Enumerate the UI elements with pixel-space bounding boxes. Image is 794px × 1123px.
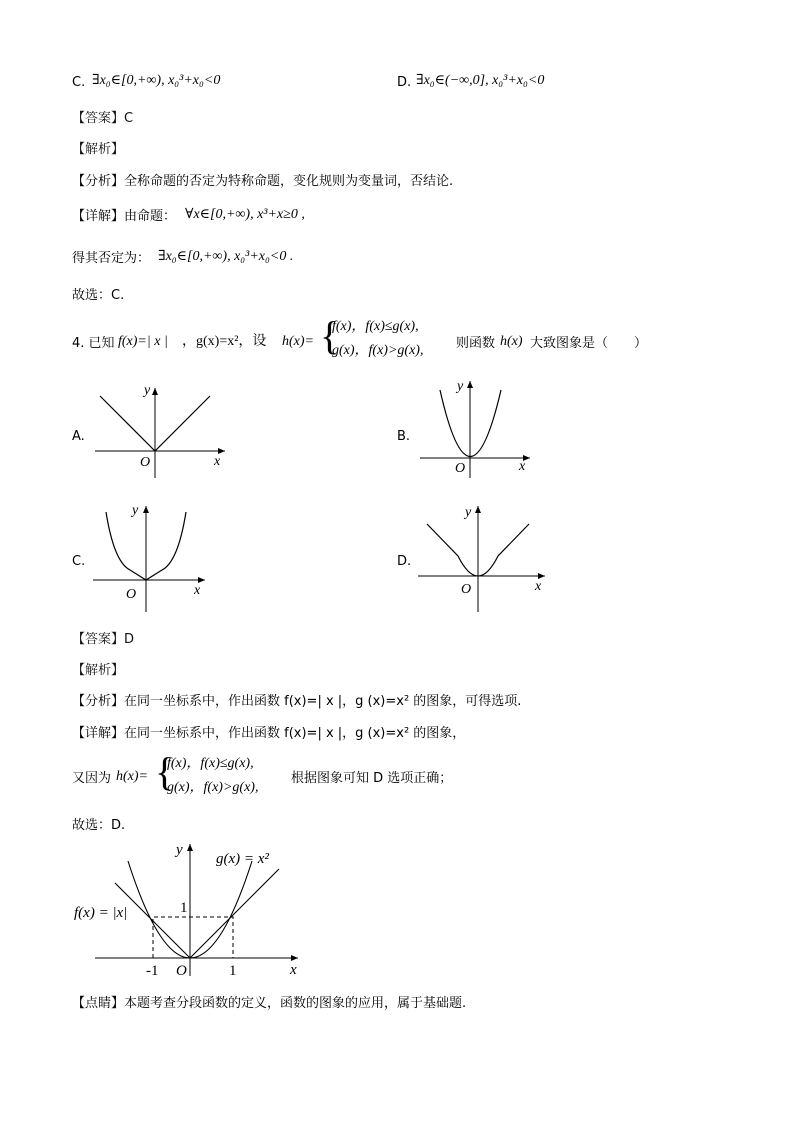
fig-y-label: y xyxy=(176,842,183,858)
fig-neg-one: -1 xyxy=(146,963,159,978)
graph-b-label: B. xyxy=(397,429,411,444)
graph-a xyxy=(90,380,240,480)
fig-origin: O xyxy=(176,963,187,978)
q4-f-def: f(x)=| x | xyxy=(118,334,168,349)
q4-again-suffix: 根据图象可知 D 选项正确； xyxy=(291,771,453,786)
q4-g-def: ，g(x)=x²，设 xyxy=(182,334,267,349)
graph-d-label: D. xyxy=(397,554,412,569)
q3-answer: 【答案】C xyxy=(72,111,134,126)
q4-choice: 故选：D. xyxy=(72,818,126,833)
graph-c xyxy=(90,500,215,615)
graph-a-y: y xyxy=(144,383,151,398)
fig-g-label: g(x) = x² xyxy=(216,851,269,867)
graph-c-o: O xyxy=(126,587,137,602)
graph-d-y: y xyxy=(465,505,472,520)
option-d-math: ∃x₀∈(−∞,0], x₀³+x₀<0 xyxy=(416,73,545,88)
option-c-label: C. xyxy=(72,75,86,90)
q4-again-case2: g(x)，f(x)>g(x), xyxy=(167,780,259,795)
graph-c-x: x xyxy=(194,583,201,598)
graph-c-label: C. xyxy=(72,554,86,569)
q3-negation-prefix: 得其否定为： xyxy=(72,251,151,266)
q4-again-prefix: 又因为 xyxy=(72,771,112,786)
fig-f-label: f(x) = |x| xyxy=(74,905,128,921)
q4-dianjing: 【点睛】本题考查分段函数的定义，函数的图象的应用，属于基础题. xyxy=(72,996,467,1011)
q3-xiangjie-prefix: 【详解】由命题： xyxy=(72,209,177,224)
q3-negation-math: ∃x₀∈[0,+∞), x₀³+x₀<0 . xyxy=(158,249,294,264)
fig-x-label: x xyxy=(290,962,297,978)
graph-d xyxy=(415,500,555,615)
q4-stem-c: 大致图象是（ ） xyxy=(530,336,648,351)
solution-figure xyxy=(70,838,315,978)
graph-b-o: O xyxy=(455,461,466,476)
fig-one-x: 1 xyxy=(229,963,237,978)
graph-a-o: O xyxy=(140,455,151,470)
q4-again-case1: f(x)，f(x)≤g(x), xyxy=(167,756,254,771)
q4-xiangjie: 【详解】在同一坐标系中，作出函数 f(x)=| x |，g (x)=x² 的图象， xyxy=(72,726,466,741)
option-d-label: D. xyxy=(397,75,412,90)
graph-d-x: x xyxy=(535,579,542,594)
graph-b xyxy=(415,378,540,478)
graph-a-x: x xyxy=(214,454,221,469)
q4-again-brace: { xyxy=(155,749,175,794)
graph-a-label: A. xyxy=(72,429,85,444)
q4-stem-a: 4. 已知 xyxy=(72,336,115,351)
q3-fenxi: 【分析】全称命题的否定为特称命题，变化规则为变量词，否结论. xyxy=(72,174,454,189)
q3-analysis-head: 【解析】 xyxy=(72,142,125,157)
q3-choice: 故选：C. xyxy=(72,288,125,303)
q4-again-h: h(x)= xyxy=(116,769,148,784)
option-c-math: ∃x₀∈[0,+∞), x₀³+x₀<0 xyxy=(92,73,221,88)
q4-h-lhs: h(x)= xyxy=(282,334,314,349)
graph-b-y: y xyxy=(457,379,464,394)
q4-fenxi: 【分析】在同一坐标系中，作出函数 f(x)=| x |，g (x)=x² 的图象，可得选项. xyxy=(72,694,522,709)
q4-case2: g(x)，f(x)>g(x), xyxy=(332,343,424,358)
q4-brace: { xyxy=(320,313,340,358)
q4-case1: f(x)，f(x)≤g(x), xyxy=(332,319,419,334)
graph-d-o: O xyxy=(461,582,472,597)
fig-one: 1 xyxy=(180,900,188,916)
q4-answer: 【答案】D xyxy=(72,632,135,647)
graph-c-y: y xyxy=(132,503,139,518)
q3-xiangjie-math: ∀x∈[0,+∞), x³+x≥0 , xyxy=(185,207,305,222)
graph-b-x: x xyxy=(519,459,526,474)
q4-analysis-head: 【解析】 xyxy=(72,663,125,678)
q4-stem-b: 则函数 xyxy=(456,336,496,351)
q4-hx: h(x) xyxy=(500,334,523,349)
